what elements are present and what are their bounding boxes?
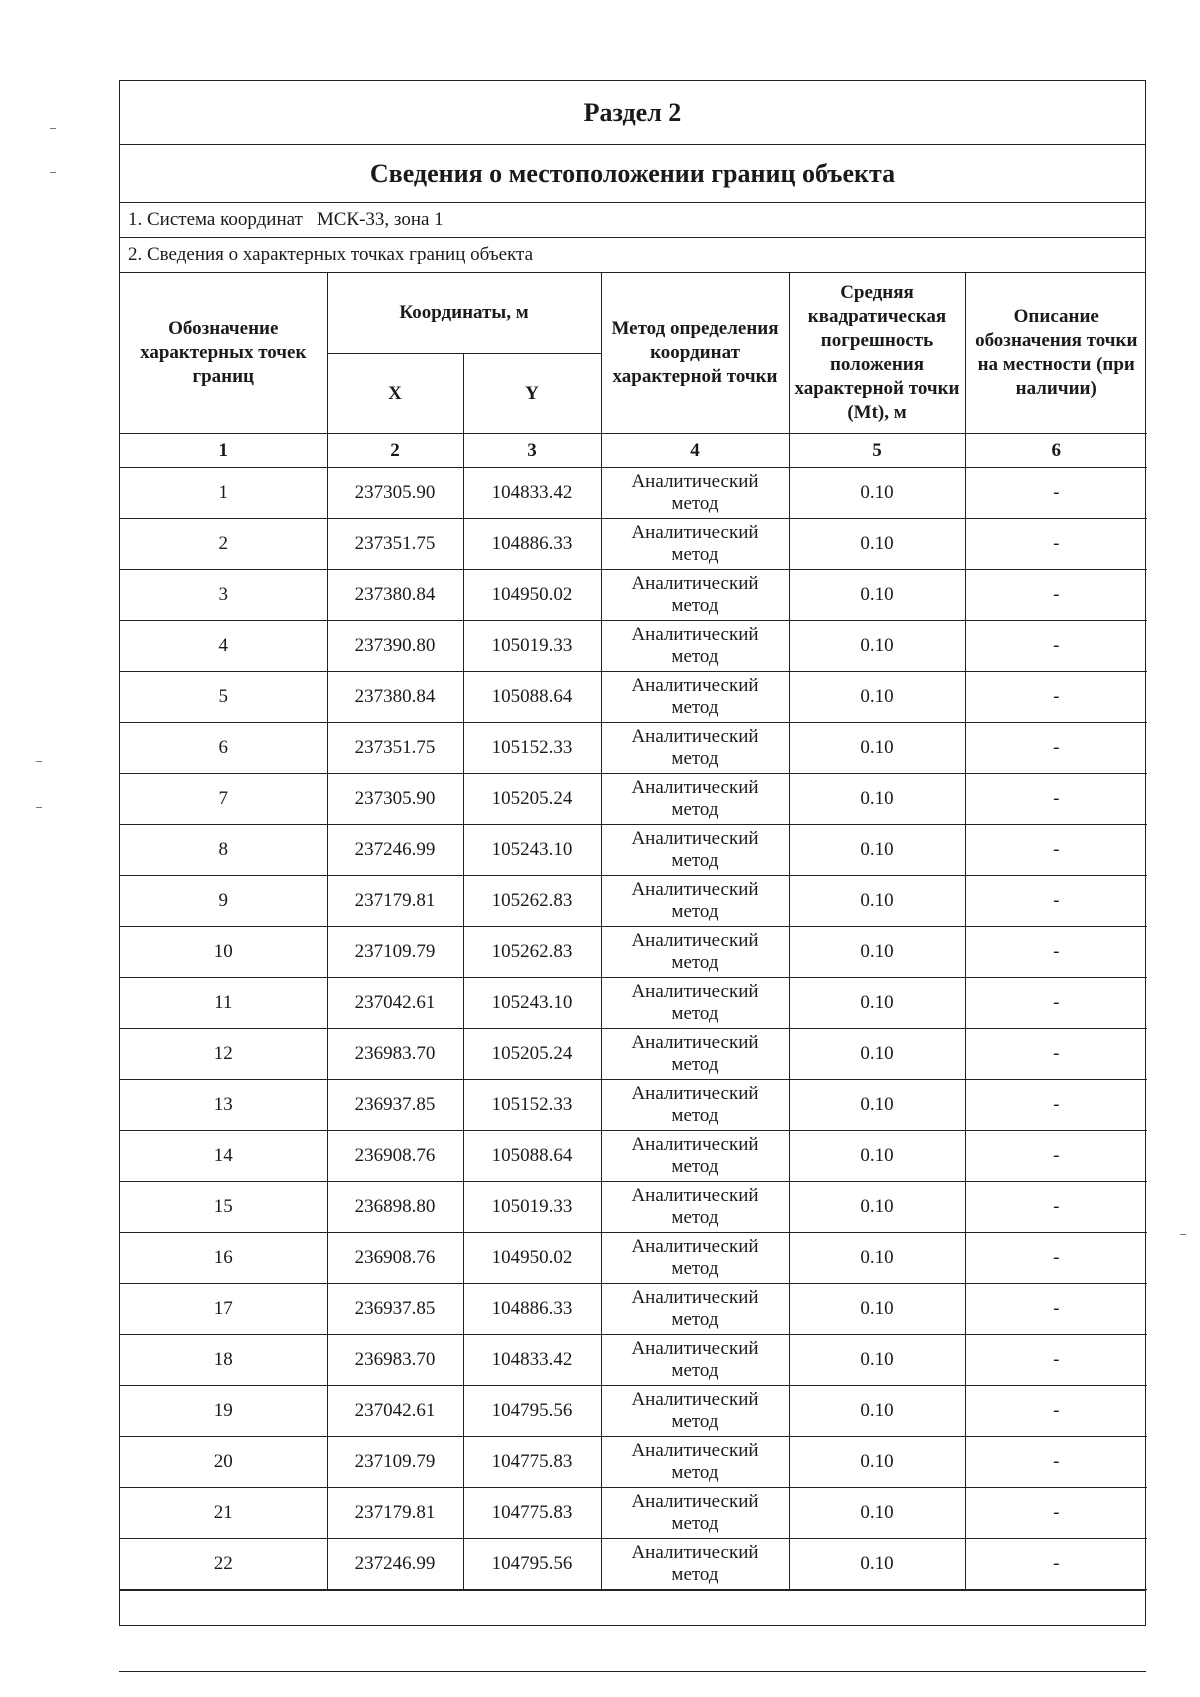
y-coordinate: 105088.64 xyxy=(463,1131,601,1182)
y-coordinate: 105152.33 xyxy=(463,723,601,774)
table-row xyxy=(120,927,1147,978)
y-coordinate: 105205.24 xyxy=(463,774,601,825)
mt-error: 0.10 xyxy=(789,978,965,1029)
method-line: Аналитический xyxy=(631,828,759,849)
mt-error: 0.10 xyxy=(789,825,965,876)
crs-row xyxy=(120,203,1145,238)
method-line: Аналитический xyxy=(631,1236,759,1257)
y-coordinate: 104795.56 xyxy=(463,1386,601,1437)
method-line: метод xyxy=(671,1462,719,1483)
section-title: Раздел 2 xyxy=(120,81,1145,145)
point-id: 16 xyxy=(120,1233,327,1284)
method-cell xyxy=(601,621,789,672)
method-cell xyxy=(601,723,789,774)
section-subtitle: Сведения о местоположении границ объекта xyxy=(120,145,1145,203)
method-line: Аналитический xyxy=(631,879,759,900)
method-cell xyxy=(601,519,789,570)
crs-value: МСК-33, зона 1 xyxy=(316,209,444,230)
method-line: метод xyxy=(671,1258,719,1279)
points-heading: 2. Сведения о характерных точках границ объекта xyxy=(120,238,1145,273)
method-line: метод xyxy=(671,1105,719,1126)
point-id: 11 xyxy=(120,978,327,1029)
footer-rule xyxy=(119,1671,1146,1672)
x-coordinate: 237042.61 xyxy=(327,978,463,1029)
point-id: 13 xyxy=(120,1080,327,1131)
table-row xyxy=(120,1029,1147,1080)
method-line: Аналитический xyxy=(631,471,759,492)
y-coordinate: 104886.33 xyxy=(463,519,601,570)
column-number: 1 xyxy=(120,434,327,468)
method-line: метод xyxy=(671,697,719,718)
point-id: 19 xyxy=(120,1386,327,1437)
point-description: - xyxy=(965,978,1147,1029)
y-coordinate: 105152.33 xyxy=(463,1080,601,1131)
x-coordinate: 236898.80 xyxy=(327,1182,463,1233)
method-cell xyxy=(601,1029,789,1080)
method-line: Аналитический xyxy=(631,930,759,951)
method-line: метод xyxy=(671,1207,719,1228)
point-id: 7 xyxy=(120,774,327,825)
point-description: - xyxy=(965,672,1147,723)
mt-error: 0.10 xyxy=(789,1233,965,1284)
point-description: - xyxy=(965,1437,1147,1488)
method-line: метод xyxy=(671,595,719,616)
method-line: Аналитический xyxy=(631,1083,759,1104)
point-description: - xyxy=(965,1233,1147,1284)
method-line: Аналитический xyxy=(631,522,759,543)
x-coordinate: 237305.90 xyxy=(327,468,463,519)
method-line: метод xyxy=(671,1411,719,1432)
method-line: Аналитический xyxy=(631,777,759,798)
table-row xyxy=(120,876,1147,927)
point-description: - xyxy=(965,1488,1147,1539)
point-id: 20 xyxy=(120,1437,327,1488)
point-id: 5 xyxy=(120,672,327,723)
point-id: 3 xyxy=(120,570,327,621)
mt-error: 0.10 xyxy=(789,1182,965,1233)
method-line: метод xyxy=(671,493,719,514)
method-cell xyxy=(601,1386,789,1437)
mt-error: 0.10 xyxy=(789,1029,965,1080)
column-number: 6 xyxy=(965,434,1147,468)
method-cell xyxy=(601,1488,789,1539)
method-line: метод xyxy=(671,799,719,820)
table-row xyxy=(120,1539,1147,1590)
header-x: X xyxy=(327,354,463,434)
x-coordinate: 236983.70 xyxy=(327,1335,463,1386)
point-description: - xyxy=(965,825,1147,876)
point-id: 9 xyxy=(120,876,327,927)
method-line: Аналитический xyxy=(631,675,759,696)
table-row xyxy=(120,1386,1147,1437)
method-cell xyxy=(601,1182,789,1233)
point-id: 22 xyxy=(120,1539,327,1590)
method-cell xyxy=(601,876,789,927)
table-row xyxy=(120,468,1147,519)
mt-error: 0.10 xyxy=(789,723,965,774)
point-id: 6 xyxy=(120,723,327,774)
point-id: 1 xyxy=(120,468,327,519)
header-point-designation: Обозначение характерных точек границ xyxy=(120,273,327,434)
method-line: метод xyxy=(671,748,719,769)
point-id: 17 xyxy=(120,1284,327,1335)
point-id: 18 xyxy=(120,1335,327,1386)
x-coordinate: 237109.79 xyxy=(327,927,463,978)
mt-error: 0.10 xyxy=(789,1386,965,1437)
table-row xyxy=(120,774,1147,825)
y-coordinate: 105243.10 xyxy=(463,825,601,876)
point-description: - xyxy=(965,1080,1147,1131)
point-description: - xyxy=(965,1335,1147,1386)
method-cell xyxy=(601,1131,789,1182)
column-numbers-row xyxy=(120,434,1147,468)
method-line: метод xyxy=(671,1309,719,1330)
method-line: метод xyxy=(671,901,719,922)
mt-error: 0.10 xyxy=(789,1335,965,1386)
y-coordinate: 105205.24 xyxy=(463,1029,601,1080)
table-row xyxy=(120,621,1147,672)
section-frame xyxy=(119,80,1146,1626)
x-coordinate: 237351.75 xyxy=(327,519,463,570)
point-description: - xyxy=(965,1539,1147,1590)
mt-error: 0.10 xyxy=(789,1539,965,1590)
method-cell xyxy=(601,1539,789,1590)
method-line: метод xyxy=(671,1360,719,1381)
header-error: Средняя квадратическая погрешность положения характерной точки (Mt), м xyxy=(789,273,965,434)
table-row xyxy=(120,978,1147,1029)
header-description: Описание обозначения точки на местности (при наличии) xyxy=(965,273,1147,434)
point-id: 21 xyxy=(120,1488,327,1539)
x-coordinate: 236983.70 xyxy=(327,1029,463,1080)
y-coordinate: 104795.56 xyxy=(463,1539,601,1590)
method-cell xyxy=(601,468,789,519)
method-cell xyxy=(601,570,789,621)
method-cell xyxy=(601,1284,789,1335)
point-description: - xyxy=(965,1284,1147,1335)
y-coordinate: 105262.83 xyxy=(463,927,601,978)
y-coordinate: 104833.42 xyxy=(463,1335,601,1386)
column-number: 5 xyxy=(789,434,965,468)
column-number: 2 xyxy=(327,434,463,468)
method-line: метод xyxy=(671,1054,719,1075)
table-row xyxy=(120,672,1147,723)
header-method: Метод определения координат характерной точки xyxy=(601,273,789,434)
point-id: 10 xyxy=(120,927,327,978)
mt-error: 0.10 xyxy=(789,1437,965,1488)
x-coordinate: 237246.99 xyxy=(327,825,463,876)
method-cell xyxy=(601,1335,789,1386)
y-coordinate: 104775.83 xyxy=(463,1437,601,1488)
method-line: Аналитический xyxy=(631,573,759,594)
x-coordinate: 237179.81 xyxy=(327,876,463,927)
margin-mark xyxy=(50,128,56,129)
table-tail-row xyxy=(120,1590,1145,1615)
y-coordinate: 105088.64 xyxy=(463,672,601,723)
y-coordinate: 105262.83 xyxy=(463,876,601,927)
method-line: Аналитический xyxy=(631,1185,759,1206)
method-line: метод xyxy=(671,850,719,871)
method-line: метод xyxy=(671,1003,719,1024)
table-row xyxy=(120,1233,1147,1284)
method-cell xyxy=(601,825,789,876)
table-row xyxy=(120,1182,1147,1233)
x-coordinate: 237109.79 xyxy=(327,1437,463,1488)
point-id: 14 xyxy=(120,1131,327,1182)
point-id: 15 xyxy=(120,1182,327,1233)
point-description: - xyxy=(965,1182,1147,1233)
mt-error: 0.10 xyxy=(789,774,965,825)
x-coordinate: 237390.80 xyxy=(327,621,463,672)
margin-mark xyxy=(36,807,42,808)
crs-label: 1. Система координат xyxy=(128,209,303,230)
method-line: Аналитический xyxy=(631,726,759,747)
table-row xyxy=(120,1437,1147,1488)
point-description: - xyxy=(965,468,1147,519)
table-row xyxy=(120,570,1147,621)
method-line: Аналитический xyxy=(631,1440,759,1461)
x-coordinate: 237380.84 xyxy=(327,570,463,621)
x-coordinate: 237380.84 xyxy=(327,672,463,723)
method-line: Аналитический xyxy=(631,1389,759,1410)
method-line: метод xyxy=(671,1564,719,1585)
mt-error: 0.10 xyxy=(789,672,965,723)
x-coordinate: 237042.61 xyxy=(327,1386,463,1437)
point-description: - xyxy=(965,621,1147,672)
x-coordinate: 237179.81 xyxy=(327,1488,463,1539)
method-line: Аналитический xyxy=(631,1491,759,1512)
y-coordinate: 105243.10 xyxy=(463,978,601,1029)
mt-error: 0.10 xyxy=(789,927,965,978)
x-coordinate: 237305.90 xyxy=(327,774,463,825)
column-number: 4 xyxy=(601,434,789,468)
point-description: - xyxy=(965,876,1147,927)
method-line: Аналитический xyxy=(631,1542,759,1563)
x-coordinate: 236908.76 xyxy=(327,1131,463,1182)
table-row xyxy=(120,1284,1147,1335)
point-description: - xyxy=(965,1386,1147,1437)
mt-error: 0.10 xyxy=(789,519,965,570)
mt-error: 0.10 xyxy=(789,570,965,621)
point-description: - xyxy=(965,1131,1147,1182)
point-description: - xyxy=(965,570,1147,621)
x-coordinate: 237351.75 xyxy=(327,723,463,774)
column-number: 3 xyxy=(463,434,601,468)
method-line: Аналитический xyxy=(631,981,759,1002)
boundary-points-table xyxy=(120,273,1147,1590)
point-id: 2 xyxy=(120,519,327,570)
mt-error: 0.10 xyxy=(789,1131,965,1182)
method-cell xyxy=(601,1233,789,1284)
method-line: Аналитический xyxy=(631,1338,759,1359)
x-coordinate: 237246.99 xyxy=(327,1539,463,1590)
method-line: метод xyxy=(671,952,719,973)
header-y: Y xyxy=(463,354,601,434)
mt-error: 0.10 xyxy=(789,621,965,672)
table-row xyxy=(120,1488,1147,1539)
point-id: 12 xyxy=(120,1029,327,1080)
method-line: метод xyxy=(671,646,719,667)
y-coordinate: 104833.42 xyxy=(463,468,601,519)
y-coordinate: 105019.33 xyxy=(463,1182,601,1233)
y-coordinate: 104950.02 xyxy=(463,570,601,621)
method-cell xyxy=(601,774,789,825)
point-id: 4 xyxy=(120,621,327,672)
point-description: - xyxy=(965,723,1147,774)
mt-error: 0.10 xyxy=(789,876,965,927)
point-description: - xyxy=(965,519,1147,570)
y-coordinate: 105019.33 xyxy=(463,621,601,672)
method-cell xyxy=(601,927,789,978)
table-row xyxy=(120,723,1147,774)
y-coordinate: 104886.33 xyxy=(463,1284,601,1335)
x-coordinate: 236937.85 xyxy=(327,1284,463,1335)
method-line: метод xyxy=(671,1513,719,1534)
point-description: - xyxy=(965,774,1147,825)
method-cell xyxy=(601,978,789,1029)
method-line: Аналитический xyxy=(631,1134,759,1155)
mt-error: 0.10 xyxy=(789,1284,965,1335)
table-row xyxy=(120,1131,1147,1182)
method-line: Аналитический xyxy=(631,624,759,645)
method-cell xyxy=(601,1437,789,1488)
margin-mark xyxy=(1180,1234,1186,1235)
mt-error: 0.10 xyxy=(789,1080,965,1131)
x-coordinate: 236937.85 xyxy=(327,1080,463,1131)
method-line: Аналитический xyxy=(631,1287,759,1308)
point-id: 8 xyxy=(120,825,327,876)
y-coordinate: 104950.02 xyxy=(463,1233,601,1284)
header-coordinates: Координаты, м xyxy=(327,273,601,354)
method-cell xyxy=(601,1080,789,1131)
margin-mark xyxy=(50,172,56,173)
mt-error: 0.10 xyxy=(789,468,965,519)
method-line: метод xyxy=(671,544,719,565)
x-coordinate: 236908.76 xyxy=(327,1233,463,1284)
table-row xyxy=(120,825,1147,876)
method-cell xyxy=(601,672,789,723)
margin-mark xyxy=(36,761,42,762)
point-description: - xyxy=(965,1029,1147,1080)
method-line: Аналитический xyxy=(631,1032,759,1053)
mt-error: 0.10 xyxy=(789,1488,965,1539)
method-line: метод xyxy=(671,1156,719,1177)
table-row xyxy=(120,1080,1147,1131)
point-description: - xyxy=(965,927,1147,978)
table-row xyxy=(120,1335,1147,1386)
table-row xyxy=(120,519,1147,570)
y-coordinate: 104775.83 xyxy=(463,1488,601,1539)
